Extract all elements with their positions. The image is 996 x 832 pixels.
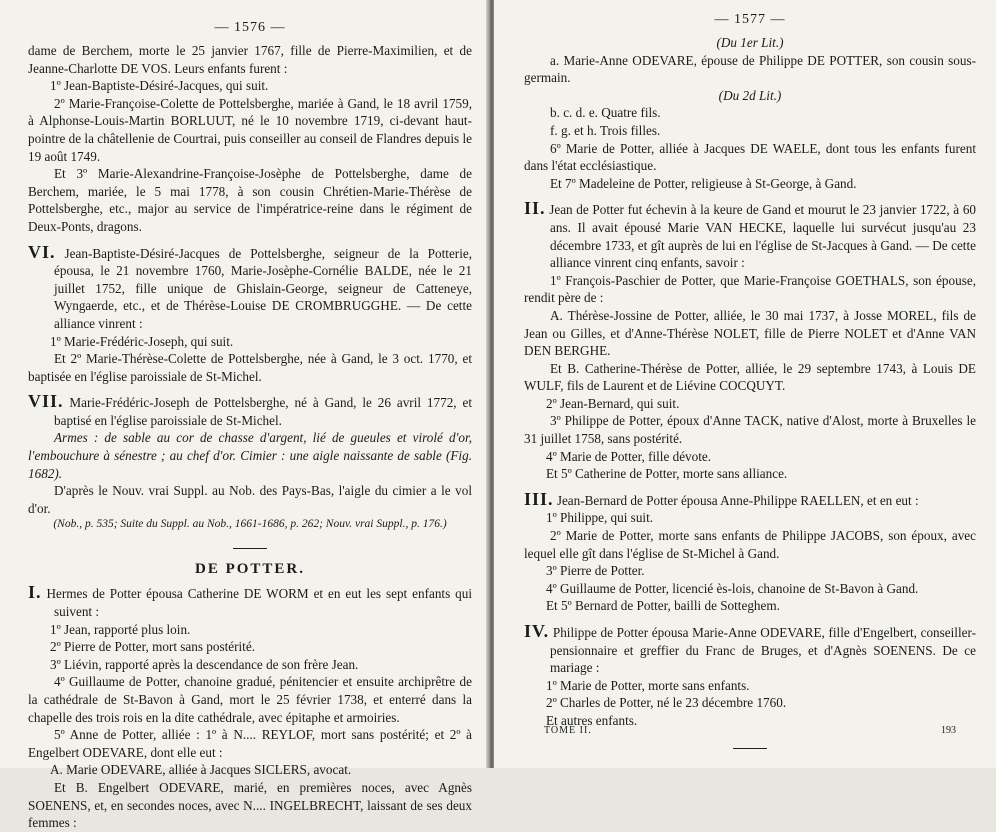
grandchild-entry: b. c. d. e. Quatre fils. <box>550 105 661 121</box>
footer-page-number: 193 <box>941 725 956 736</box>
generation-i <box>28 584 472 620</box>
child-entry: 1º Marie de Potter, morte sans enfants. <box>546 677 750 693</box>
grandchild-entry: a. Marie-Anne ODEVARE, épouse de Philippe DE POTTER, son cousin sous-germain. <box>524 52 976 86</box>
generation-number: I. <box>28 582 42 603</box>
child-entry: Et 3º Marie-Alexandrine-Françoise-Josèphe de Pottelsberghe, dame de Berchem, mariée, le 5 mai 1778, à son cousin Chrétien-Marie-Thérèse de Pottelsberghe, etc., major au service de l'impératrice-reine dans le régiment de Deux-Ponts, dragons. <box>28 166 472 234</box>
grandchild-entry: f. g. et h. Trois filles. <box>550 122 661 138</box>
generation-number: IV. <box>524 621 550 641</box>
child-entry: 2º Jean-Bernard, qui suit. <box>546 395 680 411</box>
grandchild-entry: Et B. Engelbert ODEVARE, marié, en premières noces, avec Agnès SOENENS, et, en secondes noces, avec N.... INGELBRECHT, laissant de ses deux femmes : <box>28 779 472 831</box>
child-entry: 5º Anne de Potter, alliée : 1º à N.... REYLOF, mort sans postérité; et 2º à Engelbert ODEVARE, dont elle eut : <box>28 727 472 760</box>
generation-text: Jean de Potter fut échevin à la keure de Gand et mourut le 23 janvier 1722, à 60 ans. Il avait épousé Marie VAN HECKE, laquelle lui survécut jusqu'au 23 décembre 1733, et gît auprès de lui en l'église de St-Jacques à Gand. — De cette alliance vinrent cinq enfants, savoir : <box>549 202 977 271</box>
child-entry: Et 5º Catherine de Potter, morte sans alliance. <box>546 466 788 482</box>
generation-number: III. <box>524 488 554 509</box>
child-entry: Et 5º Bernard de Potter, bailli de Sotteghem. <box>546 598 780 614</box>
generation-number: VII. <box>28 391 64 412</box>
child-entry: 1º François-Paschier de Potter, que Marie-Françoise GOETHALS, son épouse, rendit père de : <box>524 272 976 306</box>
child-entry: 2º Marie de Potter, morte sans enfants de Philippe JACOBS, son époux, avec lequel elle gît dans l'église de St-Michel à Gand. <box>524 528 976 561</box>
left-page <box>0 0 488 831</box>
child-entry: 3º Liévin, rapporté après la descendance de son frère Jean. <box>50 656 359 672</box>
child-entry: Et autres enfants. <box>546 712 638 728</box>
generation-text: Jean-Bernard de Potter épousa Anne-Philippe RAELLEN, et en eut : <box>556 492 919 508</box>
page-header-right: — 1577 — <box>714 12 786 27</box>
references: (Nob., p. 535; Suite du Suppl. au Nob., 1661-1686, p. 262; Nouv. vrai Suppl., p. 176.) <box>53 518 447 531</box>
footer-tome: TOME II. <box>544 725 592 736</box>
lit-heading: (Du 1er Lit.) <box>716 35 784 50</box>
grandchild-entry: A. Thérèse-Jossine de Potter, alliée, le 30 mai 1737, à Josse MOREL, fils de Jean ou Gilles, et d'Anne-Thérèse NOLET, fille de Pierre NOLET et d'Anne VAN DEN BERGHE. <box>524 307 976 359</box>
generation-text: Philippe de Potter épousa Marie-Anne ODEVARE, fille d'Engelbert, conseiller-pensionnaire et greffier du Franc de Bruges, et d'Agnès SOENENS. De ce mariage : <box>550 625 977 676</box>
generation-vi <box>28 241 473 333</box>
section-divider <box>733 748 767 749</box>
child-entry: 1º Marie-Frédéric-Joseph, qui suit. <box>50 333 234 349</box>
child-entry: 2º Pierre de Potter, mort sans postérité. <box>50 639 255 655</box>
generation-text: Marie-Frédéric-Joseph de Pottelsberghe, né à Gand, le 26 avril 1772, et baptisé en l'église paroissiale de St-Michel. <box>54 395 473 428</box>
grandchild-entry: Et B. Catherine-Thérèse de Potter, alliée, le 29 septembre 1743, à Louis DE WULF, fils de Laurent et de Liévine COCQUYT. <box>524 360 976 394</box>
child-entry: 1º Jean, rapporté plus loin. <box>50 621 191 637</box>
section-divider <box>233 548 267 549</box>
child-entry: 4º Guillaume de Potter, chanoine gradué, pénitencier et ensuite archiprêtre de la cathédrale de St-Bavon à Gand, mort le 25 février 1738, et enterré dans la chapelle des trois rois en la dite cathédrale, avec épitaphe et armoiries. <box>28 674 472 725</box>
generation-ii <box>524 200 976 271</box>
generation-text: Hermes de Potter épousa Catherine DE WORM et en eut les sept enfants qui suivent : <box>46 586 472 620</box>
child-entry: 3º Philippe de Potter, époux d'Anne TACK, native d'Alost, morte à Bruxelles le 31 juillet 1758, sans postérité. <box>524 413 976 447</box>
right-page <box>494 0 996 768</box>
child-entry: Et 2º Marie-Thérèse-Colette de Pottelsberghe, née à Gand, le 3 oct. 1770, et baptisée en l'église paroissiale de St-Michel. <box>28 351 472 384</box>
child-entry: 2º Charles de Potter, né le 23 décembre 1760. <box>546 695 787 711</box>
page-footer <box>544 725 956 736</box>
child-entry: 6º Marie de Potter, alliée à Jacques DE WAELE, dont tous les enfants furent dans l'état ecclésiastique. <box>524 140 976 174</box>
generation-iii <box>524 488 976 510</box>
grandchild-entry: A. Marie ODEVARE, alliée à Jacques SICLERS, avocat. <box>50 762 352 778</box>
generation-number: II. <box>524 198 546 219</box>
child-entry: 4º Guillaume de Potter, licencié ès-lois, chanoine de St-Bavon à Gand. <box>546 580 919 596</box>
child-entry: 4º Marie de Potter, fille dévote. <box>546 448 712 464</box>
page-header-left: — 1576 — <box>214 20 286 35</box>
generation-number: VI. <box>28 241 56 262</box>
child-entry: 3º Pierre de Potter. <box>546 563 645 579</box>
arms-note: D'après le Nouv. vrai Suppl. au Nob. des Pays-Bas, l'aigle du cimier a le vol d'or. <box>28 483 472 516</box>
arms-description: Armes : de sable au cor de chasse d'argent, lié de gueules et virolé d'or, l'embouchure à sénestre ; au chef d'or. Cimier : une aigle naissante de sable (Fig. 1682). <box>28 430 472 481</box>
lit-heading: (Du 2d Lit.) <box>718 87 782 103</box>
child-entry: 1º Jean-Baptiste-Désiré-Jacques, qui suit. <box>50 78 269 94</box>
paragraph: dame de Berchem, morte le 25 janvier 1767, fille de Pierre-Maximilien, et de Jeanne-Charlotte DE VOS. Leurs enfants furent : <box>28 43 472 76</box>
generation-vii <box>28 393 472 429</box>
generation-iv <box>524 623 976 677</box>
generation-text: Jean-Baptiste-Désiré-Jacques de Pottelsberghe, seigneur de la Potterie, épousa, le 21 novembre 1760, Marie-Josèphe-Cornélie BALDE, née le 21 juillet 1752, fille unique de Ghislain-George, seigneur de Catteneye, Wyngaerde, etc., et de Thérèse-Louise DE CROMBRUGGHE. — De cette alliance vinrent : <box>54 245 473 331</box>
section-title: DE POTTER. <box>194 561 305 578</box>
child-entry: 2º Marie-Françoise-Colette de Pottelsberghe, mariée à Gand, le 18 avril 1759, à Alphonse-Louis-Martin BORLUUT, né le 10 novembre 1719, ci-devant haut-pointre de la châtellenie de Courtrai, puis conseiller au conseil de Flandres depuis le 19 août 1749. <box>28 95 472 164</box>
child-entry: 1º Philippe, qui suit. <box>546 510 654 526</box>
child-entry: Et 7º Madeleine de Potter, religieuse à St-George, à Gand. <box>550 175 857 191</box>
